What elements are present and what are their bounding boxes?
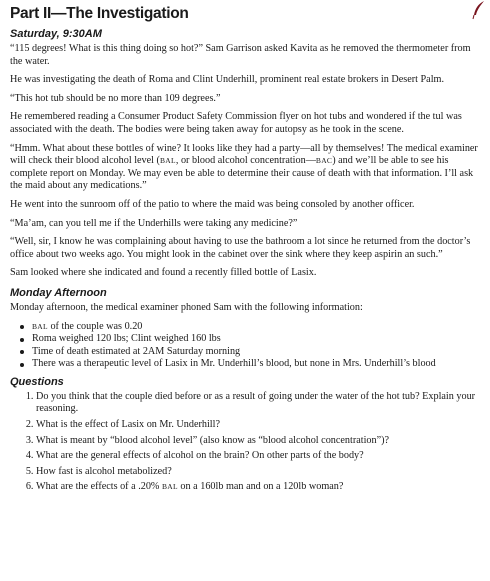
paragraph: He was investigating the death of Roma and Clint Underhill, prominent real estate brokers in Desert Palm.: [10, 74, 444, 86]
paragraph: “Well, sir, I know he was complaining about having to use the bathroom a lot since he returned from the doctor’s office about two weeks ago. You might look in the cabinet over the sink where they keep aspirin an such.”: [10, 236, 471, 260]
list-item: Time of death estimated at 2AM Saturday morning: [32, 346, 482, 359]
question-item: 4. What are the general effects of alcohol on the brain? On other parts of the body?: [36, 450, 482, 463]
list-item: BAL of the couple was 0.20: [32, 321, 482, 334]
section-heading-saturday: Saturday, 9:30AM: [10, 28, 102, 40]
paragraph: “This hot tub should be no more than 109 degrees.”: [10, 92, 221, 104]
paragraph: He went into the sunroom off of the patio to where the maid was being consoled by another officer.: [10, 198, 415, 210]
paragraph: “115 degrees! What is this thing doing so hot?” Sam Garrison asked Kavita as he removed the thermometer from the water.: [10, 43, 471, 67]
paragraph: “Ma’am, can you tell me if the Underhills were taking any medicine?”: [10, 217, 298, 229]
document-page: [10, 4, 482, 497]
narrative-section: [10, 43, 482, 280]
paragraph: He remembered reading a Consumer Product Safety Commission flyer on hot tubs and wondered if the tul was associated with the death. The bodies were being taken away for autopsy as he took in the scene.: [10, 111, 462, 135]
question-item: 5. How fast is alcohol metabolized?: [36, 466, 482, 479]
question-item: 2. What is the effect of Lasix on Mr. Underhill?: [36, 419, 482, 432]
list-item: There was a therapeutic level of Lasix in Mr. Underhill’s blood, but none in Mrs. Underhill’s blood: [32, 358, 482, 371]
section-heading-monday: Monday Afternoon: [10, 286, 107, 299]
paragraph: “Hmm. What about these bottles of wine? It looks like they had a party—all by themselves! The medical examiner will check their blood alcohol level (BAL, or blood alcohol concentration—BAC) and we’ll be able to see his complete report on Monday. We may even be able to determine their cause of death with that information. I’ll ask the maid about any medications.”: [10, 142, 478, 192]
question-item: 3. What is meant by “blood alcohol level” (also know as “blood alcohol concentration”)?: [36, 435, 482, 448]
paragraph: Sam looked where she indicated and found a recently filled bottle of Lasix.: [10, 267, 317, 279]
question-item: 6. What are the effects of a .20% BAL on a 160lb man and on a 120lb woman?: [36, 481, 482, 494]
questions-list: [10, 391, 482, 494]
page-title: Part II—The Investigation: [10, 5, 189, 22]
paragraph: Monday afternoon, the medical examiner phoned Sam with the following information:: [10, 301, 363, 313]
section-heading-questions: Questions: [10, 375, 64, 388]
facts-list: [10, 321, 482, 371]
list-item: Roma weighed 120 lbs; Clint weighed 160 lbs: [32, 333, 482, 346]
question-item: 1. Do you think that the couple died before or as a result of going under the water of the hot tub? Explain your reasoning.: [36, 391, 482, 416]
